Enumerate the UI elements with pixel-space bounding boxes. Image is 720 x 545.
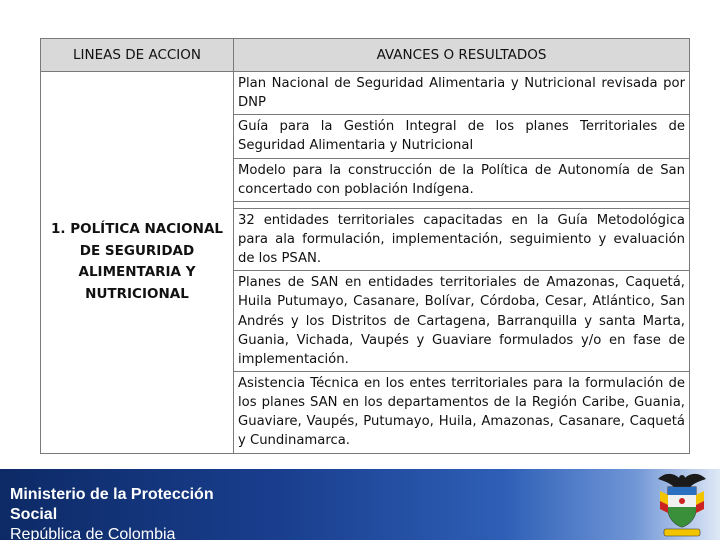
ministry-name xyxy=(10,485,214,525)
avance-item: Modelo para la construcción de la Política de Autonomía de San concertado con población Indígena. xyxy=(234,159,689,202)
country-name: República de Colombia xyxy=(10,526,176,543)
colombia-coat-of-arms-icon xyxy=(654,469,710,540)
header-avances-o-resultados: AVANCES O RESULTADOS xyxy=(234,39,690,72)
avances-cell xyxy=(234,72,690,454)
avance-item: 32 entidades territoriales capacitadas en la Guía Metodológica para ala formulación, implementación, seguimiento y evaluación de los PSAN. xyxy=(234,208,689,271)
results-table-container xyxy=(40,38,690,454)
avance-item: Plan Nacional de Seguridad Alimentaria y Nutricional revisada por DNP xyxy=(234,72,689,115)
avance-item: Asistencia Técnica en los entes territoriales para la formulación de los planes SAN en los departamentos de la Región Caribe, Guania, Guaviare, Vaupés, Putumayo, Huila, Amazonas, Casanare, Caquetá y Cundinamarca. xyxy=(238,375,685,449)
results-table xyxy=(40,38,690,454)
ministry-name-line1: Ministerio de la Protección xyxy=(10,486,214,503)
header-lineas-de-accion: LINEAS DE ACCION xyxy=(41,39,234,72)
avance-item: Planes de SAN en entidades territoriales de Amazonas, Caquetá, Huila Putumayo, Casanare, Bolívar, Córdoba, Cesar, Atlántico, San Andrés y los Distritos de Cartagena, Barranquilla y santa Marta, Guania, Vichada, Vaupés y Guaviare formulados y/o en fase de implementación. xyxy=(234,271,689,372)
ministry-name-line2: Social xyxy=(10,506,58,523)
linea-de-accion-cell: 1. POLÍTICA NACIONAL DE SEGURIDAD ALIMENTARIA Y NUTRICIONAL xyxy=(41,72,234,454)
footer-banner xyxy=(0,469,720,543)
table-header-row xyxy=(41,39,690,72)
avance-item: Guía para la Gestión Integral de los planes Territoriales de Seguridad Alimentaria y Nutricional xyxy=(234,115,689,158)
table-row xyxy=(41,72,690,454)
